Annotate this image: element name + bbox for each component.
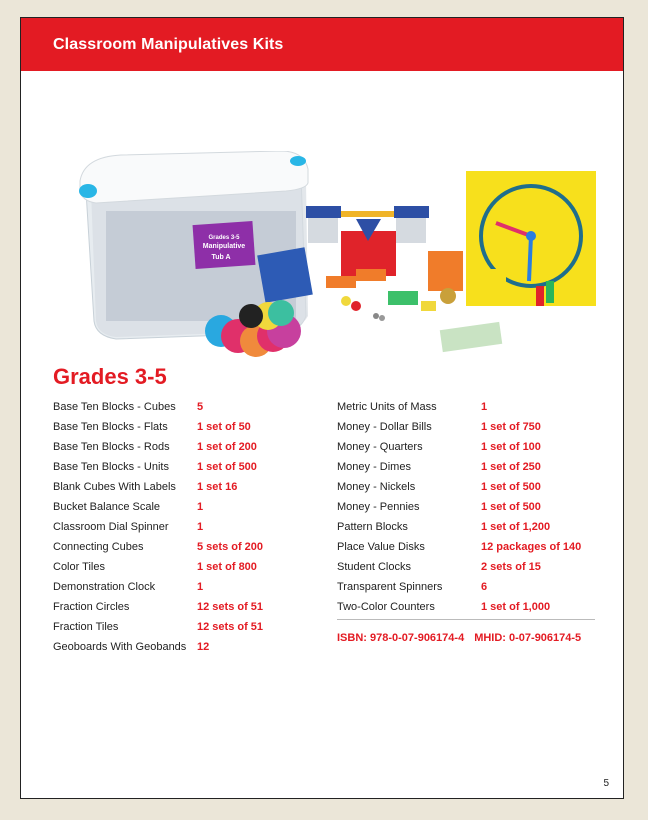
svg-text:Tub A: Tub A [211, 254, 231, 261]
item-list-left [53, 397, 263, 657]
page-header [21, 18, 623, 71]
list-item: Metric Units of Mass 1 [337, 401, 488, 413]
list-item: Demonstration Clock 1 [53, 581, 204, 593]
mass-weights-icon [440, 288, 456, 304]
list-item: Fraction Circles 12 sets of 51 [53, 601, 264, 613]
list-item: Color Tiles 1 set of 800 [53, 561, 257, 573]
list-item: Classroom Dial Spinner 1 [53, 521, 204, 533]
list-item: Money - Pennies 1 set of 500 [337, 501, 541, 513]
list-item: Place Value Disks 12 packages of 140 [337, 541, 582, 553]
list-item: Money - Dimes 1 set of 250 [337, 461, 541, 473]
list-item: Bucket Balance Scale 1 [53, 501, 204, 513]
list-item: Money - Quarters 1 set of 100 [337, 441, 541, 453]
list-item: Blank Cubes With Labels 1 set 16 [53, 481, 238, 493]
list-item: Base Ten Blocks - Flats 1 set of 50 [53, 421, 251, 433]
dollar-bills-icon [440, 322, 502, 352]
list-item: Fraction Tiles 12 sets of 51 [53, 621, 264, 633]
list-item: Two-Color Counters 1 set of 1,000 [337, 601, 551, 613]
product-ids [337, 632, 581, 644]
catalog-page [20, 17, 624, 799]
list-item: Pattern Blocks 1 set of 1,200 [337, 521, 551, 533]
grade-heading: Grades 3-5 [53, 364, 167, 389]
page-number: 5 [603, 778, 609, 789]
page-title: Classroom Manipulatives Kits [53, 36, 284, 53]
list-item: Base Ten Blocks - Cubes 5 [53, 401, 204, 413]
list-item: Base Ten Blocks - Units 1 set of 500 [53, 461, 257, 473]
mhid: MHID: 0-07-906174-5 [474, 632, 582, 644]
isbn: ISBN: 978-0-07-906174-4 [337, 632, 465, 644]
item-list-right [337, 397, 581, 617]
svg-text:Manipulative: Manipulative [202, 243, 246, 250]
list-item: Student Clocks 2 sets of 15 [337, 561, 541, 573]
student-clock-icon [476, 269, 506, 299]
list-item: Geoboards With Geobands 12 [53, 641, 210, 653]
list-item: Base Ten Blocks - Rods 1 set of 200 [53, 441, 257, 453]
list-item: Connecting Cubes 5 sets of 200 [53, 541, 264, 553]
list-item: Money - Nickels 1 set of 500 [337, 481, 541, 493]
balance-scale-icon [306, 206, 429, 276]
list-item: Money - Dollar Bills 1 set of 750 [337, 421, 541, 433]
divider [337, 619, 595, 620]
svg-text:Grades 3-5: Grades 3-5 [208, 235, 240, 241]
product-photo [76, 151, 596, 366]
list-item: Transparent Spinners 6 [337, 581, 488, 593]
geoboard-icon [257, 247, 313, 303]
cube-icon [428, 251, 463, 291]
